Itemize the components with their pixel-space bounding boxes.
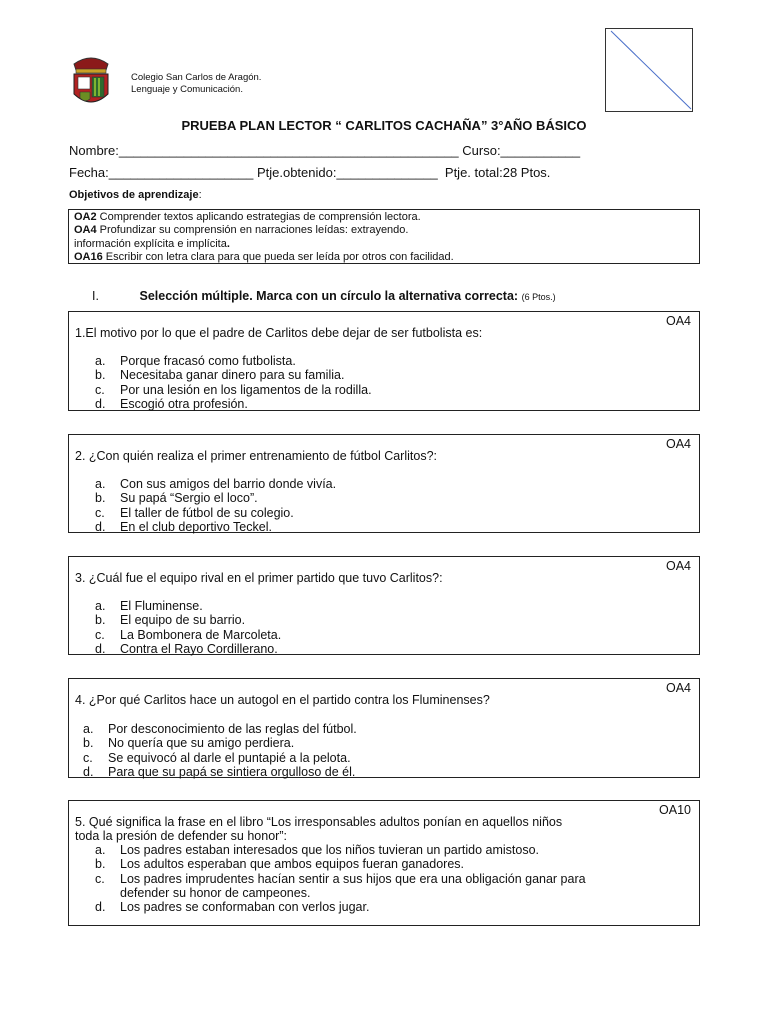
option-a[interactable]: a. Porque fracasó como futbolista. [95, 354, 296, 368]
option-d[interactable]: d. Para que su papá se sintiera orgulloso de él. [83, 764, 356, 779]
question-text: 5. Qué significa la frase en el libro “Los irresponsables adultos ponían en aquellos niños toda la presión de defender su honor”: [75, 815, 563, 843]
option-c[interactable]: c. Por una lesión en los ligamentos de la rodilla. [95, 382, 372, 397]
option-a[interactable]: a. El Fluminense. [95, 599, 203, 613]
option-c[interactable]: c. Se equivocó al darle el puntapié a la pelota. [83, 750, 351, 765]
school-info [131, 72, 261, 96]
subject-name: Lenguaje y Comunicación. [131, 84, 243, 95]
question-oa-badge: OA4 [665, 437, 691, 451]
option-a[interactable]: a. Con sus amigos del barrio donde vivía. [95, 477, 337, 491]
question-oa-badge: OA4 [665, 681, 691, 695]
question-text: 3. ¿Cuál fue el equipo rival en el primer partido que tuvo Carlitos?: [75, 571, 443, 585]
option-b[interactable]: b. Necesitaba ganar dinero para su familia. [95, 368, 345, 383]
question-oa-badge: OA4 [665, 314, 691, 328]
section-title: Selección múltiple. Marca con un círculo la alternativa correcta: [139, 289, 519, 303]
question-1 [68, 311, 700, 411]
objective-item: información explícita e implícita. [74, 237, 230, 250]
option-list [95, 354, 372, 411]
objectives-box [68, 209, 700, 264]
option-list [95, 599, 281, 656]
exam-title: PRUEBA PLAN LECTOR “ CARLITOS CACHAÑA” 3°AÑO BÁSICO [181, 118, 587, 133]
question-text: 4. ¿Por qué Carlitos hace un autogol en el partido contra los Fluminenses? [75, 693, 490, 707]
option-a[interactable]: a. Los padres estaban interesados que los niños tuvieran un partido amistoso. [95, 843, 540, 857]
option-c-continuation: defender su honor de campeones. [120, 885, 311, 900]
option-list [95, 477, 336, 534]
objective-item: OA16 Escribir con letra clara para que pueda ser leída por otros con facilidad. [74, 250, 454, 263]
option-d[interactable]: d. En el club deportivo Teckel. [95, 519, 272, 534]
objectives-heading: Objetivos de aprendizaje: [69, 189, 202, 201]
option-c[interactable]: c. La Bombonera de Marcoleta. [95, 627, 282, 642]
name-course-line[interactable]: Nombre:_______________________________________________ Curso:___________ [69, 143, 581, 158]
question-4 [68, 678, 700, 778]
section-heading [92, 289, 556, 303]
question-text: 1.El motivo por lo que el padre de Carlitos debe dejar de ser futbolista es: [75, 326, 483, 340]
option-b[interactable]: b. Los adultos esperaban que ambos equipos fueran ganadores. [95, 857, 465, 872]
option-b[interactable]: b. Su papá “Sergio el loco”. [95, 491, 258, 506]
option-a[interactable]: a. Por desconocimiento de las reglas del fútbol. [83, 722, 357, 736]
option-c[interactable]: c. Los padres imprudentes hacían sentir a sus hijos que era una obligación ganar para [95, 871, 586, 886]
question-oa-badge: OA4 [665, 559, 691, 573]
question-3 [68, 556, 700, 655]
option-list [95, 843, 586, 914]
school-name: Colegio San Carlos de Aragón. [131, 72, 262, 83]
option-d[interactable]: d. Escogió otra profesión. [95, 396, 248, 411]
option-c[interactable]: c. El taller de fútbol de su colegio. [95, 505, 294, 520]
option-b[interactable]: b. El equipo de su barrio. [95, 613, 246, 628]
option-list [83, 722, 357, 779]
question-text: 2. ¿Con quién realiza el primer entrenamiento de fútbol Carlitos?: [75, 449, 437, 463]
question-5 [68, 800, 700, 926]
objective-item: OA4 Profundizar su comprensión en narraciones leídas: extrayendo. [74, 224, 409, 237]
date-score-line[interactable]: Fecha:____________________ Ptje.obtenido:______________ Ptje. total:28 Ptos. [69, 165, 551, 180]
school-crest-icon [66, 52, 116, 110]
option-d[interactable]: d. Los padres se conformaban con verlos jugar. [95, 900, 370, 915]
option-b[interactable]: b. No quería que su amigo perdiera. [83, 736, 295, 751]
section-number: I. [92, 289, 99, 303]
section-points: (6 Ptos.) [521, 292, 556, 302]
option-d[interactable]: d. Contra el Rayo Cordillerano. [95, 641, 278, 656]
question-oa-badge: OA10 [659, 803, 691, 817]
question-2 [68, 434, 700, 533]
score-box [605, 28, 693, 112]
objective-item: OA2 Comprender textos aplicando estrategias de comprensión lectora. [74, 211, 421, 223]
